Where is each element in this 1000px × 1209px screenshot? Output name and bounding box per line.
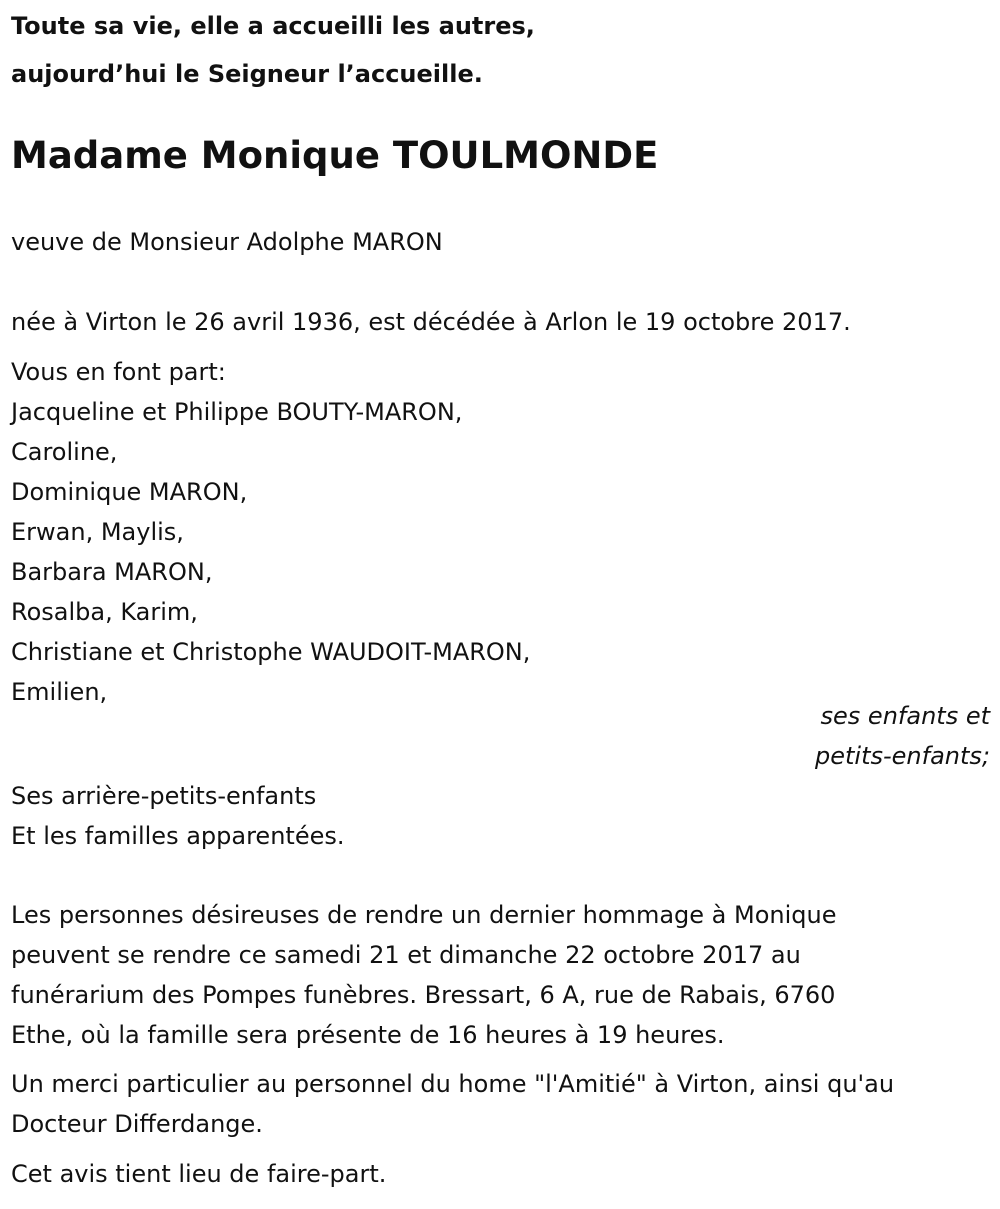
other-relatives-line: Ses arrière-petits-enfants — [11, 782, 317, 810]
other-relatives-line: Et les familles apparentées. — [11, 822, 345, 850]
announcer-name: Emilien, — [11, 678, 108, 706]
epigraph-line-1: Toute sa vie, elle a accueilli les autres, — [11, 12, 535, 40]
closing-note: Cet avis tient lieu de faire-part. — [11, 1160, 387, 1188]
announcer-name: Christiane et Christophe WAUDOIT-MARON, — [11, 638, 531, 666]
birth-death-text: née à Virton le 26 avril 1936, est décédée à Arlon le 19 octobre 2017. — [11, 308, 851, 336]
announcers-intro: Vous en font part: — [11, 358, 226, 386]
epigraph-line-2: aujourd’hui le Seigneur l’accueille. — [11, 60, 483, 88]
announcer-name: Jacqueline et Philippe BOUTY-MARON, — [11, 398, 463, 426]
visitation-line: Les personnes désireuses de rendre un dernier hommage à Monique — [11, 901, 837, 929]
announcer-name: Dominique MARON, — [11, 478, 248, 506]
announcer-name: Rosalba, Karim, — [11, 598, 198, 626]
relation-label-line-2: petits-enfants; — [815, 742, 990, 770]
thanks-line: Docteur Differdange. — [11, 1110, 263, 1138]
announcer-name: Erwan, Maylis, — [11, 518, 184, 546]
announcer-name: Caroline, — [11, 438, 118, 466]
announcer-name: Barbara MARON, — [11, 558, 213, 586]
widow-of: veuve de Monsieur Adolphe MARON — [11, 228, 443, 256]
visitation-line: funérarium des Pompes funèbres. Bressart, 6 A, rue de Rabais, 6760 — [11, 981, 836, 1009]
visitation-line: Ethe, où la famille sera présente de 16 heures à 19 heures. — [11, 1021, 725, 1049]
relation-label-line-1: ses enfants et — [820, 702, 990, 730]
deceased-name: Madame Monique TOULMONDE — [11, 134, 659, 177]
visitation-line: peuvent se rendre ce samedi 21 et dimanche 22 octobre 2017 au — [11, 941, 801, 969]
thanks-line: Un merci particulier au personnel du home "l'Amitié" à Virton, ainsi qu'au — [11, 1070, 895, 1098]
